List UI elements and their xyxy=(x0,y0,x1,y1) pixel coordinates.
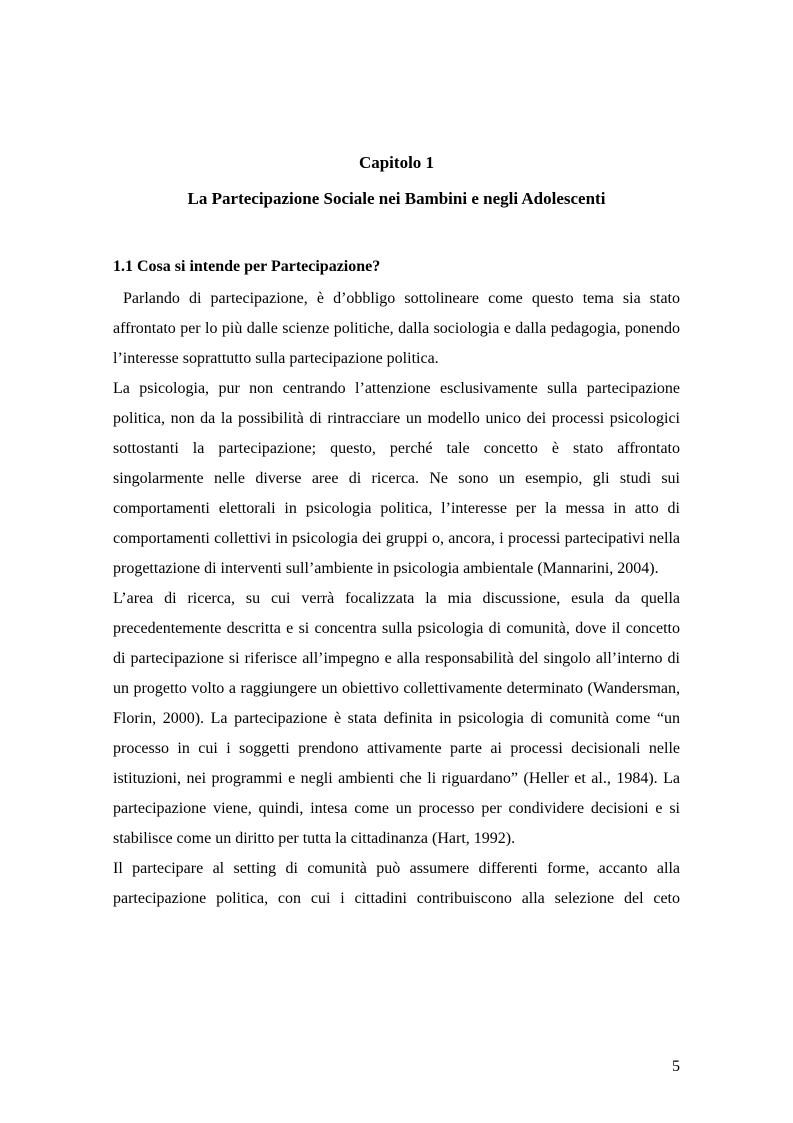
body-text xyxy=(113,284,680,914)
paragraph: Il partecipare al setting di comunità può assumere differenti forme, accanto alla partecipazione politica, con cui i cittadini contribuiscono alla selezione del ceto xyxy=(113,860,680,907)
chapter-number xyxy=(0,152,793,174)
paragraph: La psicologia, pur non centrando l’attenzione esclusivamente sulla partecipazione politica, non da la possibilità di rintracciare un modello unico dei processi psicologici sottostanti la partecipazione; questo, perché tale concetto è stato affrontato singolarmente nelle diverse aree di ricerca. Ne sono un esempio, gli studi sui comportamenti elettorali in psicologia politica, l’interesse per la messa in atto di comportamenti collettivi in psicologia dei gruppi o, ancora, i processi partecipativi nella progettazione di interventi sull’ambiente in psicologia ambientale (Mannarini, 2004). xyxy=(113,380,680,577)
paragraph: Parlando di partecipazione, è d’obbligo sottolineare come questo tema sia stato affrontato per lo più dalle scienze politiche, dalla sociologia e dalla pedagogia, ponendo l’interesse soprattutto sulla partecipazione politica. xyxy=(113,290,680,367)
page-number: 5 xyxy=(672,1058,680,1075)
chapter-title: La Partecipazione Sociale nei Bambini e negli Adolescenti xyxy=(187,189,606,208)
chapter-number-text: Capitolo 1 xyxy=(358,153,435,172)
paragraph: L’area di ricerca, su cui verrà focalizzata la mia discussione, esula da quella precedentemente descritta e si concentra sulla psicologia di comunità, dove il concetto di partecipazione si riferisce all’impegno e alla responsabilità del singolo all’interno di un progetto volto a raggiungere un obiettivo collettivamente determinato (Wandersman, Florin, 2000). La partecipazione è stata definita in psicologia di comunità come “un processo in cui i soggetti prendono attivamente parte ai processi decisionali nelle istituzioni, nei programmi e negli ambienti che li riguardano” (Heller et al., 1984). La partecipazione viene, quindi, intesa come un processo per condividere decisioni e si stabilisce come un diritto per tutta la cittadinanza (Hart, 1992). xyxy=(113,590,680,847)
section-heading: 1.1 Cosa si intende per Partecipazione? xyxy=(113,258,381,275)
